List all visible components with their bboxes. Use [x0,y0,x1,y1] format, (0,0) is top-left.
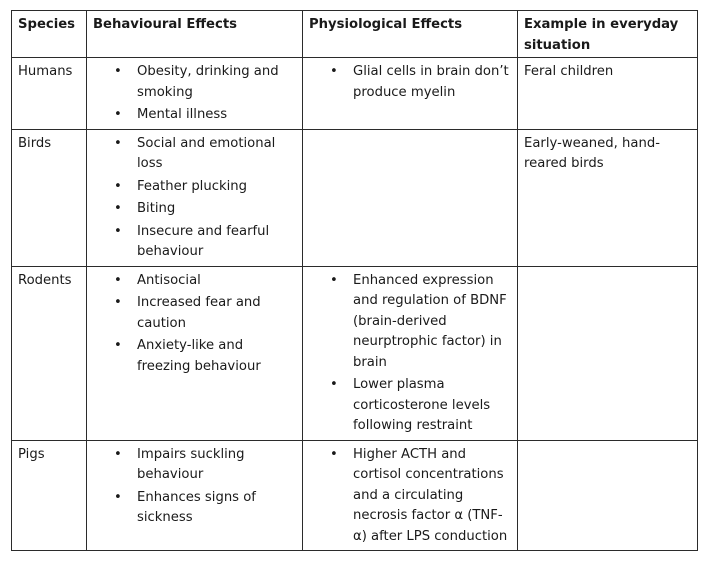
list-item: • Impairs suckling behaviour [93,445,296,486]
list-item: • Insecure and fearful behaviour [93,222,296,263]
example-text: Early-weaned, hand-reared birds [524,135,660,171]
list-item: • Biting [93,199,296,220]
header-example: Example in everyday situation [518,11,698,58]
physiological-cell [303,58,518,130]
behavioural-cell [87,129,303,266]
header-species: Species [12,11,87,58]
species-cell: Humans [12,58,87,130]
table-row [12,58,698,130]
list-item: • Social and emotional loss [93,134,296,175]
example-cell [518,58,698,130]
list-item: • Lower plasma corticosterone levels following restraint [309,375,511,437]
table-row [12,440,698,551]
list-item: • Mental illness [93,105,296,126]
header-physiological: Physiological Effects [303,11,518,58]
effects-table [11,10,698,551]
list-item: • Glial cells in brain don’t produce myelin [309,62,511,103]
list-item: • Antisocial [93,271,296,292]
list-item: • Feather plucking [93,177,296,198]
header-behavioural: Behavioural Effects [87,11,303,58]
example-text: Feral children [524,64,614,79]
example-cell [518,440,698,551]
header-row [12,11,698,58]
list-item: • Enhanced expression and regulation of BDNF (brain-derived neurptrophic factor) in brain [309,271,511,374]
example-cell [518,129,698,266]
physiological-cell [303,440,518,551]
list-item: • Increased fear and caution [93,293,296,334]
behavioural-cell [87,58,303,130]
physiological-cell [303,129,518,266]
list-item: • Anxiety-like and freezing behaviour [93,336,296,377]
table-row [12,129,698,266]
list-item: • Higher ACTH and cortisol concentrations and a circulating necrosis factor α (TNF-α) after LPS conduction [309,445,511,548]
behavioural-cell [87,266,303,440]
example-cell [518,266,698,440]
behavioural-cell [87,440,303,551]
species-cell: Rodents [12,266,87,440]
species-cell: Pigs [12,440,87,551]
physiological-cell [303,266,518,440]
list-item: • Obesity, drinking and smoking [93,62,296,103]
species-cell: Birds [12,129,87,266]
list-item: • Enhances signs of sickness [93,488,296,529]
table-row [12,266,698,440]
